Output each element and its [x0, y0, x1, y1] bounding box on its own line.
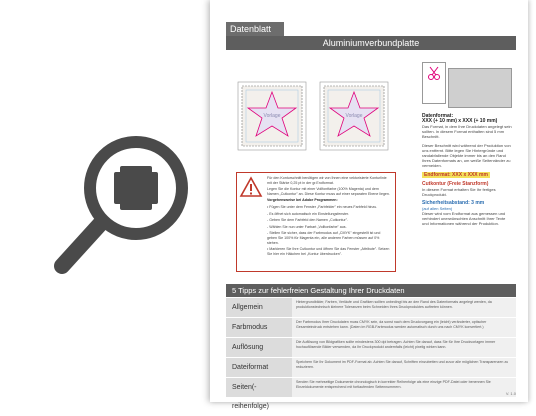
- warning-icon: [240, 177, 262, 197]
- datenformat-text: Das Format, in dem Ihre Druckdaten angelegt sein sollten. In diesem Format enthalten sind 5 mm Beschnitt.: [422, 124, 512, 139]
- format-legend: [422, 62, 512, 272]
- notice-heading: Vorgehensweise bei Adobe Programmen:: [267, 198, 338, 203]
- section-label: Datenblatt: [226, 22, 284, 36]
- tip-value: Der Farbmodus Ihrer Druckdaten muss CMYK sein, da sonst nach dem Druckvorgang ein (leicht) veränderter, optischer Gesamteindruck entstehen kann. (Daten im RGB-Farbmodus werden automatisch durch uns nach CMYK konvertiert.): [292, 318, 516, 337]
- notice-text: Für den Konturschnitt benötigen wir von Ihnen eine vektorisierte Konturlinie mit der Stärke 0,25 pt in der gr.Endformat.: [267, 176, 387, 185]
- cutkontur-text: In diesem Format erhalten Sie Ihr fertiges Druckprodukt.: [422, 187, 496, 197]
- tips-title: 5 Tipps zur fehlerfreien Gestaltung Ihrer Druckdaten: [226, 284, 516, 297]
- version-label: V. 1.0: [505, 391, 516, 396]
- motif-label: Vorlage: [263, 113, 281, 119]
- table-row: [226, 378, 516, 410]
- cutkontur-title: Cutkontur (Freie Stanzform): [422, 181, 489, 187]
- format-diagram-left: [236, 80, 308, 152]
- cutkontur-notice: [236, 172, 396, 272]
- notice-text: - Wählen Sie nun unter Farbart „Volltonfarbe" aus.: [267, 224, 347, 229]
- tip-key: Allgemein: [226, 298, 292, 317]
- motif-label: Vorlage: [345, 113, 363, 119]
- page-title: Aluminiumverbundplatte: [226, 36, 516, 50]
- notice-text: • Fügen Sie unter dem Fenster „Farbfelder" ein neues Farbfeld hinzu.: [267, 204, 378, 209]
- tip-key: Farbmodus: [226, 318, 292, 337]
- datenformat-value: XXX (+ 10 mm) x XXX (+ 10 mm): [422, 118, 498, 124]
- beschnitt-text: Dieser Beschnitt wird während der Produktion von uns entfernt. Bitte legen Sie Hintergründe und randabfallende Objekte immer bis an den Rand Ihres Datenformats an, um weiße Seitenränder zu vermeiden.: [422, 143, 511, 168]
- datenformat-title: Datenformat:: [422, 113, 454, 119]
- tip-key: Auflösung: [226, 338, 292, 357]
- tips-table: [226, 298, 516, 410]
- sicherheit-title: Sicherheitsabstand: 3 mm: [422, 200, 485, 206]
- notice-text: - Es öffnet sich automatisch ein Einstellungsfenster.: [267, 211, 350, 216]
- tip-key: Dateiformat: [226, 358, 292, 377]
- tip-key: Seiten(-reihenfolge): [226, 378, 292, 397]
- sicherheit-text: Dieser wird vom Endformat aus gemessen und verhindert unerwünschten Anschnitt Ihrer Texte und Informationen während der Produktion.: [422, 211, 506, 226]
- format-thumbnail: [448, 68, 512, 108]
- scissors-icon-box: [422, 62, 446, 104]
- scissors-icon: [423, 63, 445, 103]
- format-diagram-right: [318, 80, 390, 152]
- table-row: [226, 358, 516, 378]
- datasheet-page: [210, 0, 528, 410]
- tip-value: Senden Sie mehrseitige Dokumente chronologisch in korrekter Reihenfolge als eine einzige PDF-Datei oder benennen Sie Einzeldokumente entsprechend mit fortlaufenden Seitennummern.: [292, 378, 516, 397]
- tip-value: Hintergrundbilder, Farben, Verläufe und Grafiken sollten unbedingt bis an den Rand des Datenformats angelegt werden, da produktionstechnisch kleinere Toleranzen beim Schneiden Ihres Druckproduktes auftreten können.: [292, 298, 516, 317]
- notice-text: Legen Sie die Kontur mit einer Vollfontfarbe (100% Magenta) und dem Namen „Cutkontur" an. Diese Kontur muss auf einer separaten Ebene liegen.: [267, 187, 390, 196]
- notice-text: • Markieren Sie Ihre Cutkontur und öffnen Sie das Fenster „Attribute". Setzen Sie hier ein Häkchen bei „Kontur überdrucken".: [267, 247, 390, 256]
- sicherheit-sub: (auf allen Seiten): [422, 206, 453, 211]
- endformat-label: Endformat: XXX x XXX mm: [424, 172, 488, 178]
- table-row: [226, 318, 516, 338]
- notice-text: - Stellen Sie sicher, dass der Farbmodus auf „CMYK" eingestellt ist und geben Sie 100% für Magenta ein, alle anderen Farben müssen auf 0% stehen.: [267, 231, 381, 245]
- table-row: [226, 298, 516, 318]
- tip-value: Die Auflösung von Bildgrafiken sollte mindestens 300 dpi betragen. Achten Sie darauf, dass Sie für Ihre Druckvorlagen immer hochauflösende Bilder verwenden, da Ihr Druckprodukt andernfalls (leicht) pixelig wirken kann.: [292, 338, 516, 357]
- table-row: [226, 338, 516, 358]
- zoom-in-icon[interactable]: [48, 128, 198, 278]
- notice-text: - Geben Sie dem Farbfeld den Namen „Cutkontur".: [267, 218, 348, 223]
- tip-value: Speichern Sie Ihr Dokument im PDF-Format ab. Achten Sie darauf, Schriften einzubetten und zuvor alle möglichen Transparenzen zu reduzieren.: [292, 358, 516, 377]
